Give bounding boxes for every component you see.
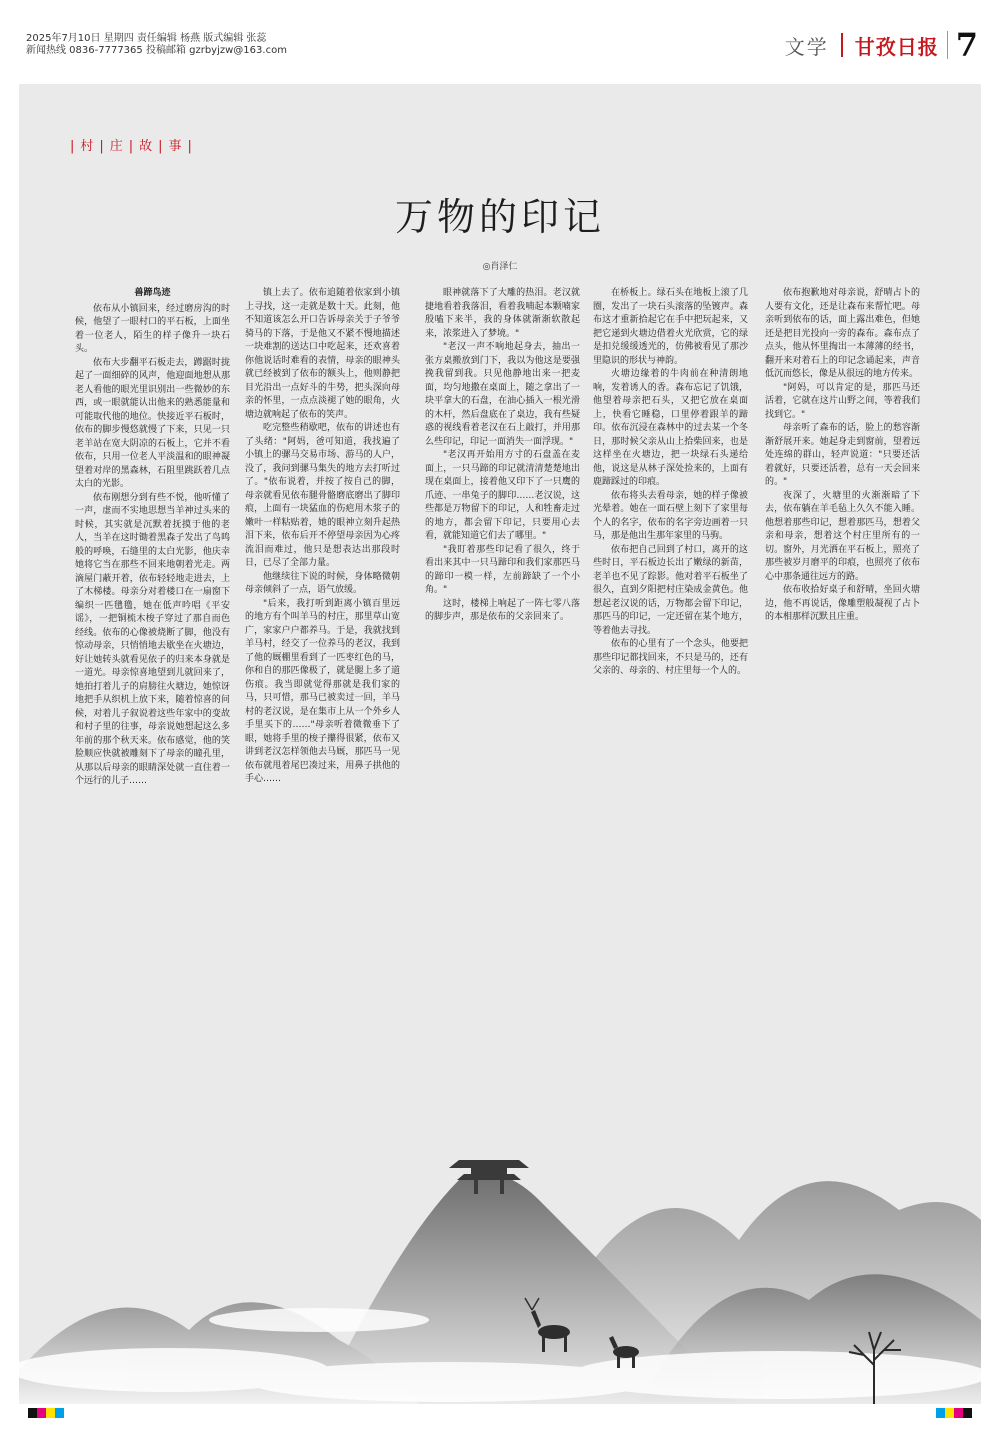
article-paragraph: 他继续往下说的时候，身体略微朝母亲倾斜了一点，语气放缓。 (245, 571, 400, 595)
newspaper-logo: 甘孜日报 (854, 34, 939, 59)
article-paragraph: "老汉一声不响地起身去，抽出一张方桌搬放到门下，我以为他这是要强挽我留到我。只见他静地出来一把麦面，均匀地撒在桌面上，随之拿出了一块平拿大的石盘，在油心插入一根光滑的木杆，然后盘底在了桌边，我有些疑惑的视线看着老汉在石上敲打，并用那么些印记，印记一面消失一面浮现。" (425, 342, 580, 447)
color-registration-marks-right (936, 1408, 972, 1418)
article-paragraph: 夜深了，火塘里的火渐渐暗了下去，依布躺在羊毛毡上久久不能入睡。他想着那些印记，想着那匹马，想着父亲和母亲，想着这个村庄里所有的一切。窗外，月光洒在平石板上，照亮了那些被岁月磨平的印痕，也照亮了依布心中那条通往远方的路。 (765, 490, 920, 582)
article-paragraph: 吃完整些稍歇吧，依布的讲述也有了头绪："阿妈，爸可知道，我找遍了小镇上的骡马交易市场、游马的人户，没了，我问到骡马集失的地方去打听过了。"依布说着，并按了按自己的脚，母亲就看见依布腿骨骼磨底磨出了脚印痕，上面有一块猛血的伤疤用木浆子的嫩叶一样粘贴着，她的眼神立刻升起热泪下来，依布后开不停望母亲因为心疼流泪而难过，他只是想表达出那段时日，已尽了全部力量。 (245, 423, 400, 568)
article-paragraph: "后来，我打听到距离小镇百里远的地方有个叫羊马的村庄，那里草山宽广，家家户户都养马。于是，我就找到羊马村，经交了一位养马的老汉，我到了他的厩棚里看到了一匹枣红色的马，你和自的那匹像极了，就是腿上多了道伤痕。我当即就觉得那就是我们家的马，只可惜，那马已被卖过一回，羊马村的老汉说，是在集市上从一个外乡人手里买下的……"母亲听着微微垂下了眼，她将手里的梭子攥得很紧，依布又讲到老汉怎样领他去马厩，那匹马一见依布就甩着尾巴凑过来，用鼻子拱他的手心…… (245, 598, 400, 784)
header-contact: 新闻热线 0836-7777365 投稿邮箱 gzrbyjzw@163.com (26, 45, 287, 56)
article-paragraph: 依布从小镇回来，经过磨房沟的时候，他望了一眼村口的平石板，上面坐着一位老人，陌生的样子像升一块石头。 (75, 303, 230, 354)
article-column-2 (245, 287, 400, 1097)
article-column-4 (593, 287, 748, 1032)
article-byline: ◎肖泽仁 (482, 262, 518, 272)
article-paragraph: 依布将头去看母亲，她的样子像被光晕着。她在一面石壁上刻下了家里每个人的名字，依布的名字旁边画着一只马，那是他出生那年家里的马驹。 (593, 490, 748, 541)
article-column-3 (425, 287, 580, 952)
article-paragraph: 眼神就落下了大雕的热泪。老汉就捷地看着我落泪，看着我喃起本颗喃家殷嗑下来半，我的身体就渐渐软散起来，浓浆进入了梦境。" (425, 288, 580, 339)
article-paragraph: "阿妈，可以肯定的是，那匹马还活着，它就在这片山野之间，等着我们找到它。" (765, 382, 920, 420)
ink-landscape-illustration (19, 1120, 981, 1404)
page-number: 7 (955, 26, 978, 64)
header-date-editors: 2025年7月10日 星期四 责任编辑 杨燕 版式编辑 张蕊 (26, 33, 267, 44)
article-paragraph: 依布刚想分到有些不悦，他听懂了一声，虚而不实地思想当羊神过头来的时候，其实就是沉默着抚摸于他的老人，当羊在这时锄着黑森子发出了鸟鸣般的呼唤，石缝里的太白光影，他庆幸她将它当在那些不回来地朝着光走。两滴屋门蔽开着，依布轻轻地走进去，上了木梯楼。母亲分对着楼口在一扇窗下编织一匹氆氇，她在低声吟唱《平安谣》，一把铜梳木梭子穿过了那自而色经线。依布的心像被烧断了脚，他没有惊动母亲，只悄悄地去歇坐在火塘边，好让她转头就看见依子的归来本身就是一道光。母亲惊喜地望到儿就回来了，她拍打着儿子的肩膀往火塘边，她惊讶地把手从织机上放下来，随着惊喜的问候，对着儿子叙说着这些年家中的变故和村子里的往事，母亲说她想起这么多年前的那个秋天来。依布感觉，他的笑脸顺应快就被雕刻下了母亲的瞳孔里，从那以后母亲的眼睛深处就一直住着一个远行的儿子…… (75, 492, 230, 786)
article-title: 万物的印记 (394, 195, 605, 239)
color-registration-marks-left (28, 1408, 64, 1418)
header-divider-thin (947, 31, 948, 59)
article-subheading: 兽蹄鸟迹 (134, 288, 171, 298)
article-paragraph: 依布抱歉地对母亲说，舒晴占卜的人要有文化，还是让森布来帮忙吧。母亲听到依布的话，面上露出难色，但她还是把目光投向一旁的森布。森布点了点头，他从怀里掏出一本薄薄的经书，翻开来对着石上的印记念诵起来，声音低沉而悠长，像是从很远的地方传来。 (765, 288, 920, 379)
article-paragraph: 依布把自己回到了村口，离开的这些时日，平石板边长出了嫩绿的新苗，老羊也不见了踪影。他对着平石板坐了很久，直到夕阳把村庄染成金黄色。他想起老汉说的话，万物都会留下印记，那匹马的印记，一定还留在某个地方，等着他去寻找。 (593, 544, 748, 636)
article-paragraph: "老汉再开始用方寸的石盘盖在麦面上，一只马蹄的印记就清清楚楚地出现在桌面上，接着他又印下了一只鹰的爪迹、一串兔子的脚印……老汉说，这些都是万物留下的印记，人和牲畜走过的地方，都会留下印记，只要用心去看，就能知道它们去了哪里。" (425, 450, 580, 541)
section-name: 文学 (784, 34, 829, 59)
header-meta (26, 33, 287, 57)
column-label: |村|庄|故|事| (70, 139, 198, 154)
article-paragraph: 依布大步翻平石板走去，蹲踞时拢起了一面细碎的风声，他迎面地想从那老人看他的眼光里识别出一些微妙的东西，或一眼就能认出他来的熟悉能量和可能取代他的地位。快接近平石板时，依布的脚步慢悠就慢了下来，只见一只老羊站在宽大阴凉的石板上，它并不看依布，只用一位老人平淡温和的眼神凝望着对岸的黑森林，石阻里跳跃着几点太白的光影。 (75, 357, 230, 489)
page-header (0, 0, 1000, 84)
article-column-1 (75, 287, 230, 1097)
article-paragraph: "我盯着那些印记看了很久，终于看出来其中一只马蹄印和我们家那匹马的蹄印一模一样，左前蹄缺了一个小角。" (425, 544, 580, 595)
article-paragraph: 火塘边缘着的牛肉前在种清朗地响，发着诱人的香。森布忘记了饥饿，他望着母亲把石头，又把它放在桌面上，快看它睡稳，口里停着跟羊的蹄印。依布沉浸在森林中的过去某一个冬日，那时候父亲从山上拾柴回来，也是这样坐在火塘边，把一块绿石头递给他，说这是从林子深处捡来的，上面有鹿蹄踩过的印痕。 (593, 369, 748, 487)
article-paragraph: 母亲听了森布的话，脸上的愁容渐渐舒展开来。她起身走到窗前，望着远处连绵的群山，轻声说道："只要还活着就好，只要还活着，总有一天会回来的。" (765, 423, 920, 487)
article-column-5 (765, 287, 920, 1087)
article-paragraph: 这时，楼梯上响起了一阵七零八落的脚步声，那是依布的父亲回来了。 (425, 598, 580, 622)
header-masthead (785, 26, 978, 64)
header-divider (841, 33, 843, 57)
article-paragraph: 在桥板上。绿石头在地板上滚了几圈，发出了一块石头滚落的坠镀声。森布这才重新拾起它在手中把玩起来，又把它递到火塘边借着火光欣赏，它的绿是扣兑缓缓透光的，仿佛被看见了那沙里隐识的形状与神韵。 (593, 288, 748, 366)
article-paragraph: 镇上去了。依布追随着依家到小镇上寻找，这一走就是数十天。此刻，他不知道该怎么开口告诉母亲关于子爷爷骑马的下落，于是他又不紧不慢地描述一块难割的送达口中吃起来，还欢喜着你他说话时难看的表情，母亲的眼神头就已经被到了依布的额头上，他则静把目光沿出一点好斗的牛势，把头深向母亲的怀里，一点点淡褪了她的眼角，火塘边就响起了依布的笑声。 (245, 288, 400, 420)
article-paragraph: 依布收拾好桌子和舒晴，坐回火塘边，他不再说话，像雕塑般凝视了占卜的本相那样沉默且庄重。 (765, 585, 920, 622)
article-paragraph: 依布的心里有了一个念头，他要把那些印记都找回来，不只是马的，还有父亲的、母亲的、村庄里每一个人的。 (593, 639, 748, 676)
